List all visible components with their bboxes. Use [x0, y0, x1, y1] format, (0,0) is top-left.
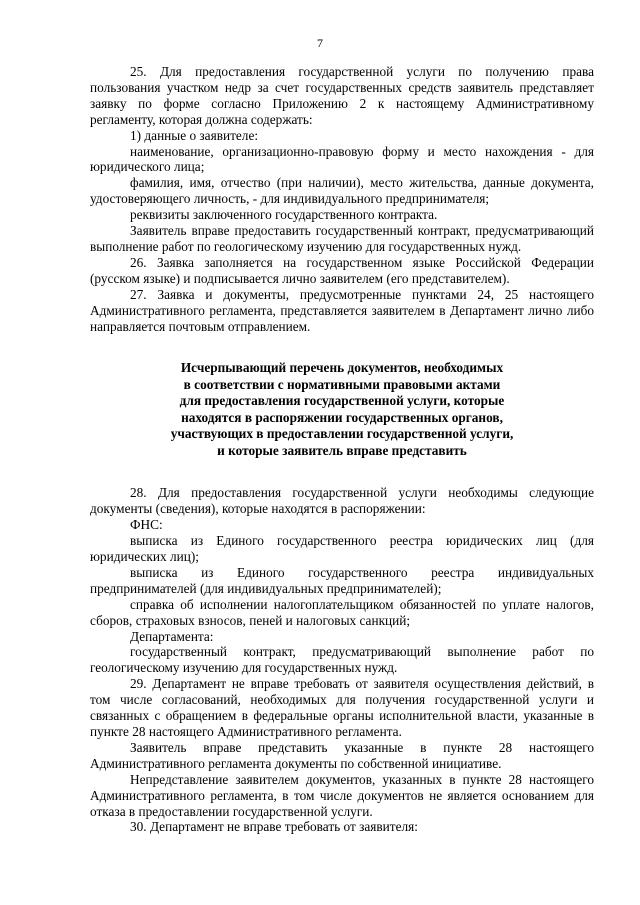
- egrul-extract-item: выписка из Единого государственного реестра юридических лиц (для юридических лиц);: [90, 533, 594, 565]
- non-submission-clause: Непредставление заявителем документов, указанных в пункте 28 настоящего Административного регламента, в том числе документов не является основанием для отказа в предоставлении государственной услуги.: [90, 771, 594, 819]
- heading-line: Исчерпывающий перечень документов, необходимых: [180, 360, 504, 376]
- fns-label: ФНС:: [130, 517, 163, 533]
- paragraph-28: 28. Для предоставления государственной услуги необходимы следующие документы (сведения), которые находятся в распоряжении:: [90, 485, 594, 517]
- paragraph-26: 26. Заявка заполняется на государственном языке Российской Федерации (русском языке) и подписывается лично заявителем (его представителем).: [90, 254, 594, 286]
- section-heading: [90, 360, 594, 459]
- heading-line: и которые заявитель вправе представить: [217, 442, 467, 458]
- heading-line: в соответствии с нормативными правовыми актами: [183, 376, 501, 392]
- paragraph-30: 30. Департамент не вправе требовать от заявителя:: [130, 819, 418, 835]
- legal-entity-clause: наименование, организационно-правовую форму и место нахождения - для юридического лица;: [90, 143, 594, 175]
- state-contract-item: государственный контракт, предусматривающий выполнение работ по геологическому изучению для государственных нужд.: [90, 644, 594, 676]
- contract-details-clause: реквизиты заключенного государственного контракта.: [130, 207, 438, 223]
- tax-certificate-item: справка об исполнении налогоплательщиком обязанностей по уплате налогов, сборов, страховых взносов, пеней и налоговых санкций;: [90, 596, 594, 628]
- egrip-extract-item: выписка из Единого государственного реестра индивидуальных предпринимателей (для индивидуальных предпринимателей);: [90, 564, 594, 596]
- applicant-right-clause: Заявитель вправе предоставить государственный контракт, предусматривающий выполнение работ по геологическому изучению для государственных нужд.: [90, 223, 594, 254]
- heading-line: участвующих в предоставлении государственной услуги,: [170, 426, 514, 442]
- department-label: Департамента:: [130, 628, 214, 644]
- page-number: 7: [317, 36, 323, 50]
- applicant-data-item: 1) данные о заявителе:: [130, 127, 259, 143]
- heading-line: для предоставления государственной услуги, которые: [179, 393, 505, 409]
- heading-line: находятся в распоряжении государственных органов,: [181, 409, 503, 425]
- paragraph-27: 27. Заявка и документы, предусмотренные пунктами 24, 25 настоящего Административного регламента, представляется заявителем в Департамент лично либо направляется почтовым отправлением.: [90, 286, 594, 334]
- own-initiative-clause: Заявитель вправе представить указанные в пункте 28 настоящего Административного регламента документы по собственной инициативе.: [90, 739, 594, 771]
- document-body: [90, 64, 594, 835]
- paragraph-29: 29. Департамент не вправе требовать от заявителя осуществления действий, в том числе согласований, необходимых для получения государственной услуги и связанных с обращением в федеральные органы исполнительной власти, указанные в пункте 28 настоящего Административного регламента.: [90, 676, 594, 739]
- paragraph-25: 25. Для предоставления государственной услуги по получению права пользования участком недр за счет государственных средств заявитель представляет заявку по форме согласно Приложению 2 к настоящему Административному регламенту, которая должна содержать:: [90, 64, 594, 127]
- entrepreneur-clause: фамилия, имя, отчество (при наличии), место жительства, данные документа, удостоверяющего личность, - для индивидуального предпринимателя;: [90, 175, 594, 207]
